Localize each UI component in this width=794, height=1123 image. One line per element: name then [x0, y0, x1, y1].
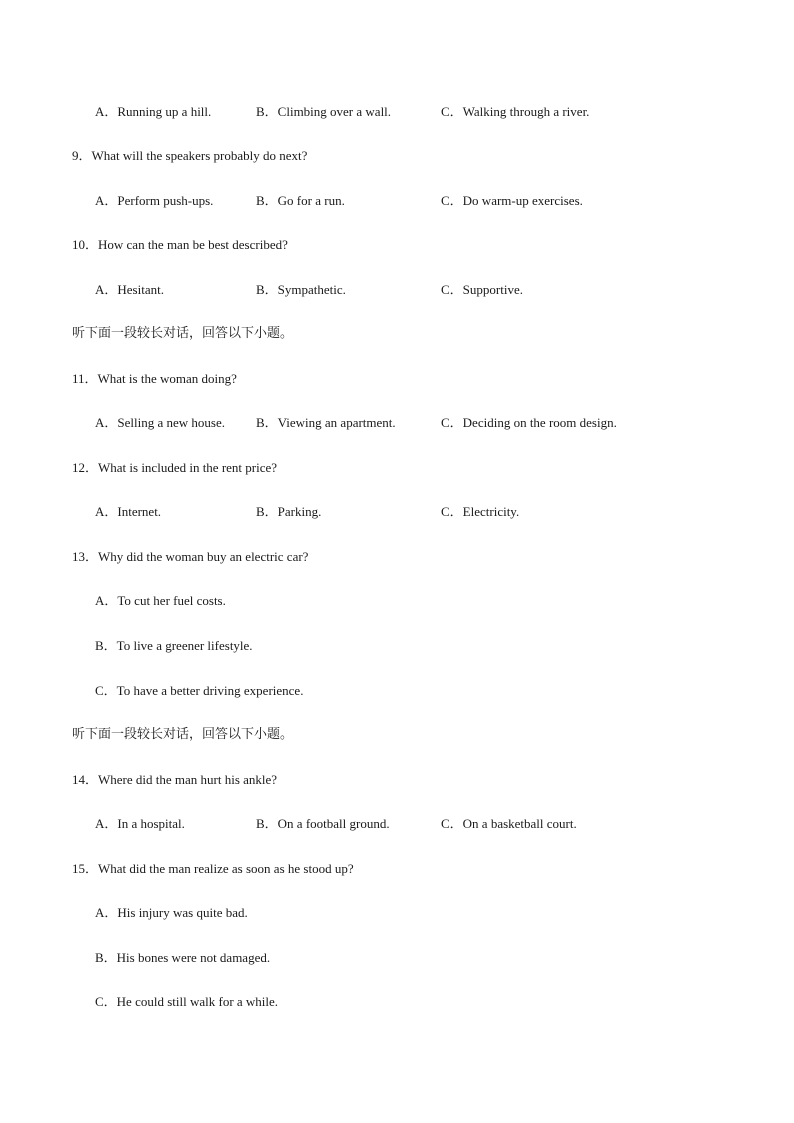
q8-option-b[interactable]: B．Climbing over a wall. [256, 104, 392, 119]
question-9: 9．What will the speakers probably do next? [72, 148, 308, 163]
q8-option-c[interactable]: C．Walking through a river. [441, 104, 590, 119]
q12-option-c[interactable]: C．Electricity. [441, 504, 520, 519]
q15-option-b[interactable]: B．His bones were not damaged. [95, 950, 271, 965]
q12-option-b[interactable]: B．Parking. [256, 504, 322, 519]
q11-option-c[interactable]: C．Deciding on the room design. [441, 415, 617, 430]
q9-option-a[interactable]: A．Perform push-ups. [95, 193, 214, 208]
q9-option-c[interactable]: C．Do warm-up exercises. [441, 193, 583, 208]
question-12: 12．What is included in the rent price? [72, 460, 278, 475]
section-instruction-1: 听下面一段较长对话，回答以下小题。 [72, 326, 294, 341]
question-15: 15．What did the man realize as soon as he stood up? [72, 861, 354, 876]
question-14: 14．Where did the man hurt his ankle? [72, 772, 278, 787]
q14-option-b[interactable]: B．On a football ground. [256, 816, 390, 831]
q8-option-a[interactable]: A．Running up a hill. [95, 104, 212, 119]
q10-option-a[interactable]: A．Hesitant. [95, 282, 164, 297]
q12-option-a[interactable]: A．Internet. [95, 504, 162, 519]
q10-option-c[interactable]: C．Supportive. [441, 282, 523, 297]
q11-option-b[interactable]: B．Viewing an apartment. [256, 415, 396, 430]
question-11: 11．What is the woman doing? [72, 371, 237, 386]
q15-option-c[interactable]: C．He could still walk for a while. [95, 994, 279, 1009]
q13-option-b[interactable]: B．To live a greener lifestyle. [95, 638, 253, 653]
q14-option-a[interactable]: A．In a hospital. [95, 816, 185, 831]
q15-option-a[interactable]: A．His injury was quite bad. [95, 905, 248, 920]
q13-option-c[interactable]: C．To have a better driving experience. [95, 683, 304, 698]
q14-option-c[interactable]: C．On a basketball court. [441, 816, 577, 831]
q10-option-b[interactable]: B．Sympathetic. [256, 282, 346, 297]
question-10: 10．How can the man be best described? [72, 237, 288, 252]
q11-option-a[interactable]: A．Selling a new house. [95, 415, 225, 430]
section-instruction-2: 听下面一段较长对话，回答以下小题。 [72, 727, 294, 742]
question-13: 13．Why did the woman buy an electric car? [72, 549, 309, 564]
q13-option-a[interactable]: A．To cut her fuel costs. [95, 593, 226, 608]
q9-option-b[interactable]: B．Go for a run. [256, 193, 345, 208]
